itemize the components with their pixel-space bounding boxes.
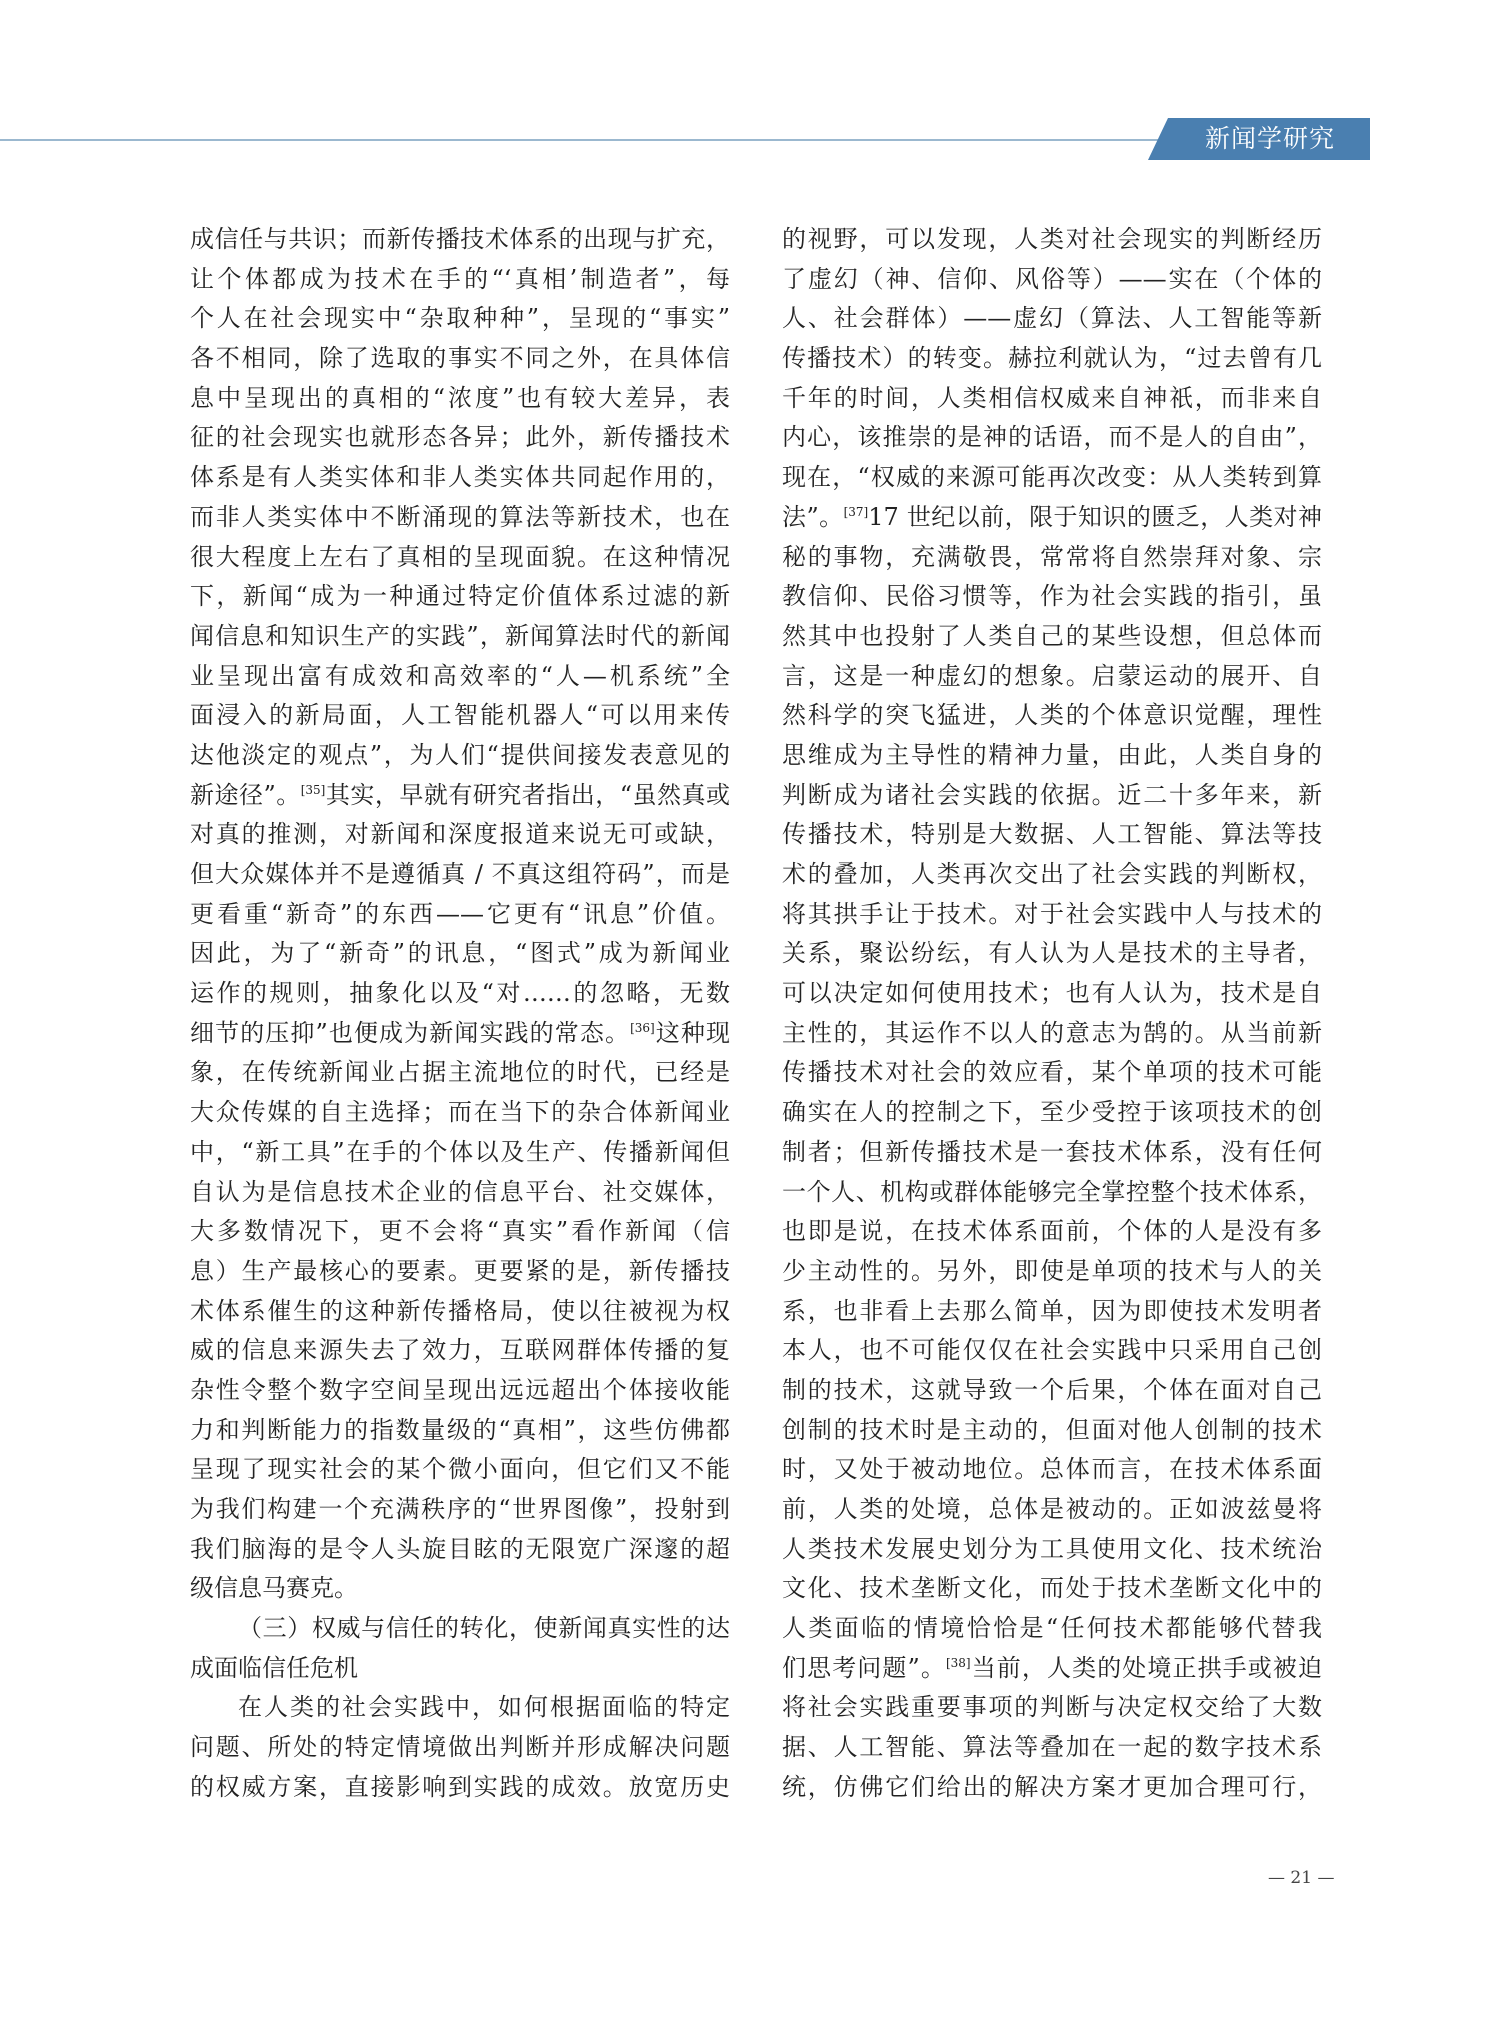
- text-line: 内心，该推崇的是神的话语，而不是人的自由”，: [782, 423, 1322, 452]
- text-span: 其实，早就有研究者指出，“虽然真或: [325, 780, 730, 809]
- text-line: 大众传媒的自主选择；而在当下的杂合体新闻业: [190, 1098, 730, 1127]
- text-span: 细节的压抑”也便成为新闻实践的常态。: [190, 1018, 631, 1047]
- text-line: 人类面临的情境恰恰是“任何技术都能够代替我: [782, 1614, 1322, 1643]
- header-rule: [0, 139, 1180, 141]
- text-span: 17 世纪以前，限于知识的匮乏，人类对神: [868, 502, 1322, 531]
- text-line: 人、社会群体）——虚幻（算法、人工智能等新: [782, 304, 1322, 333]
- text-span: 当前，人类的处境正拱手或被迫: [970, 1653, 1322, 1682]
- text-line: 秘的事物，充满敬畏，常常将自然崇拜对象、宗: [782, 542, 1322, 571]
- text-line: 少主动性的。另外，即使是单项的技术与人的关: [782, 1256, 1322, 1285]
- text-line: 据、人工智能、算法等叠加在一起的数字技术系: [782, 1733, 1322, 1762]
- text-line: 可以决定如何使用技术；也有人认为，技术是自: [782, 979, 1322, 1008]
- text-line-with-citation: [190, 776, 730, 816]
- text-line: 将其拱手让于技术。对于社会实践中人与技术的: [782, 899, 1322, 928]
- text-line: 更看重“新奇”的东西——它更有“讯息”价值。: [190, 899, 730, 928]
- text-line: 为我们构建一个充满秩序的“世界图像”，投射到: [190, 1495, 730, 1523]
- text-line: 千年的时间，人类相信权威来自神祇，而非来自: [782, 383, 1322, 412]
- text-line: 时，又处于被动地位。总体而言，在技术体系面: [782, 1455, 1322, 1484]
- text-line: 教信仰、民俗习惯等，作为社会实践的指引，虽: [782, 582, 1322, 611]
- text-line: 级信息马赛克。: [190, 1574, 358, 1603]
- text-line: 呈现了现实社会的某个微小面向，但它们又不能: [190, 1455, 730, 1484]
- text-line: 下，新闻“成为一种通过特定价值体系过滤的新: [190, 582, 730, 611]
- text-line: 大多数情况下，更不会将“真实”看作新闻（信: [190, 1217, 730, 1246]
- text-line: 主性的，其运作不以人的意志为鹄的。从当前新: [782, 1018, 1322, 1047]
- text-line: 而非人类实体中不断涌现的算法等新技术，也在: [190, 502, 730, 531]
- text-line: 的视野，可以发现，人类对社会现实的判断经历: [782, 225, 1322, 253]
- text-line: 也即是说，在技术体系面前，个体的人是没有多: [782, 1217, 1322, 1246]
- text-line: 传播技术对社会的效应看，某个单项的技术可能: [782, 1058, 1322, 1087]
- citation-ref: [38]: [945, 1655, 971, 1670]
- citation-ref: [35]: [300, 782, 326, 797]
- text-line: 术体系催生的这种新传播格局，使以往被视为权: [190, 1296, 730, 1325]
- text-line: 对真的推测，对新闻和深度报道来说无可或缺，: [190, 820, 730, 849]
- text-line: 个人在社会现实中“杂取种种”，呈现的“事实”: [190, 304, 730, 333]
- text-line: 息中呈现出的真相的“浓度”也有较大差异，表: [190, 383, 730, 412]
- text-line: 现在，“权威的来源可能再次改变：从人类转到算: [782, 463, 1322, 492]
- text-line: 前，人类的处境，总体是被动的。正如波兹曼将: [782, 1495, 1322, 1523]
- text-line: 让个体都成为技术在手的“‘真相’制造者”，每: [190, 264, 730, 293]
- text-line: 制者；但新传播技术是一套技术体系，没有任何: [782, 1137, 1322, 1166]
- text-line: 制的技术，这就导致一个后果，个体在面对自己: [782, 1375, 1322, 1404]
- text-line: 征的社会现实也就形态各异；此外，新传播技术: [190, 423, 730, 452]
- text-line: 然其中也投射了人类自己的某些设想，但总体而: [782, 621, 1322, 650]
- text-line: 传播技术，特别是大数据、人工智能、算法等技: [782, 820, 1322, 849]
- text-span: 这种现: [654, 1018, 730, 1047]
- text-line: 确实在人的控制之下，至少受控于该项技术的创: [782, 1098, 1322, 1127]
- left-column: [190, 220, 730, 1808]
- text-line: 本人，也不可能仅仅在社会实践中只采用自己创: [782, 1336, 1322, 1365]
- text-line: 创制的技术时是主动的，但面对他人创制的技术: [782, 1415, 1322, 1444]
- text-line-with-citation: [782, 1649, 1322, 1689]
- citation-ref: [37]: [843, 504, 869, 519]
- text-line: 判断成为诸社会实践的依据。近二十多年来，新: [782, 780, 1322, 809]
- text-line: 很大程度上左右了真相的呈现面貌。在这种情况: [190, 542, 730, 571]
- text-line-with-citation: [190, 1014, 730, 1054]
- citation-ref: [36]: [630, 1020, 655, 1035]
- text-line: 了虚幻（神、信仰、风俗等）——实在（个体的: [782, 264, 1322, 293]
- text-line: 然科学的突飞猛进，人类的个体意识觉醒，理性: [782, 701, 1322, 730]
- text-line-with-citation: [782, 498, 1322, 538]
- text-line: 传播技术）的转变。赫拉利就认为，“过去曾有几: [782, 344, 1322, 373]
- text-line: 人类技术发展史划分为工具使用文化、技术统治: [782, 1534, 1322, 1563]
- right-column: [782, 220, 1322, 1808]
- text-line: 一个人、机构或群体能够完全掌控整个技术体系，: [782, 1177, 1322, 1206]
- text-line: 业呈现出富有成效和高效率的“人—机系统”全: [190, 661, 730, 690]
- text-line: 系，也非看上去那么简单，因为即使技术发明者: [782, 1296, 1322, 1325]
- text-line: 言，这是一种虚幻的想象。启蒙运动的展开、自: [782, 661, 1322, 690]
- text-line: 力和判断能力的指数量级的“真相”，这些仿佛都: [190, 1415, 730, 1444]
- text-line: 因此，为了“新奇”的讯息，“图式”成为新闻业: [190, 939, 730, 968]
- text-line: 象，在传统新闻业占据主流地位的时代，已经是: [190, 1058, 730, 1087]
- text-span: 法”。: [782, 502, 844, 531]
- text-line: 的权威方案，直接影响到实践的成效。放宽历史: [190, 1772, 730, 1801]
- text-line: 问题、所处的特定情境做出判断并形成解决问题: [190, 1733, 730, 1762]
- text-line: 面浸入的新局面，人工智能机器人“可以用来传: [190, 701, 730, 730]
- text-line: 杂性令整个数字空间呈现出远远超出个体接收能: [190, 1375, 730, 1404]
- text-line: 中，“新工具”在手的个体以及生产、传播新闻但: [190, 1137, 730, 1166]
- text-line: 各不相同，除了选取的事实不同之外，在具体信: [190, 344, 730, 373]
- text-line: 思维成为主导性的精神力量，由此，人类自身的: [782, 740, 1322, 769]
- text-line: 关系，聚讼纷纭，有人认为人是技术的主导者，: [782, 939, 1322, 968]
- text-line: 体系是有人类实体和非人类实体共同起作用的，: [190, 463, 730, 492]
- text-line: 自认为是信息技术企业的信息平台、社交媒体，: [190, 1177, 730, 1206]
- text-line: 术的叠加，人类再次交出了社会实践的判断权，: [782, 860, 1322, 888]
- page-number: — 21 —: [1268, 1868, 1335, 1888]
- section-heading: （三）权威与信任的转化，使新闻真实性的达: [238, 1614, 730, 1643]
- text-line: 统，仿佛它们给出的解决方案才更加合理可行，: [782, 1772, 1322, 1801]
- section-title: 新闻学研究: [1204, 124, 1335, 153]
- text-line: 达他淡定的观点”，为人们“提供间接发表意见的: [190, 740, 730, 769]
- text-span: 们思考问题”。: [782, 1653, 946, 1682]
- text-line: 运作的规则，抽象化以及“对……的忽略，无数: [190, 979, 730, 1008]
- text-span: 新途径”。: [190, 780, 301, 809]
- text-line: 闻信息和知识生产的实践”，新闻算法时代的新闻: [190, 621, 730, 650]
- text-line: 文化、技术垄断文化，而处于技术垄断文化中的: [782, 1574, 1322, 1603]
- text-line: 威的信息来源失去了效力，互联网群体传播的复: [190, 1336, 730, 1365]
- text-line: 但大众媒体并不是遵循真 / 不真这组符码”，而是: [190, 860, 730, 888]
- text-line: 将社会实践重要事项的判断与决定权交给了大数: [782, 1693, 1322, 1722]
- text-line: 在人类的社会实践中，如何根据面临的特定: [238, 1693, 730, 1722]
- text-line: 我们脑海的是令人头旋目眩的无限宽广深邃的超: [190, 1534, 730, 1563]
- text-line: 成信任与共识；而新传播技术体系的出现与扩充，: [190, 225, 730, 253]
- section-heading: 成面临信任危机: [190, 1653, 358, 1682]
- text-line: 息）生产最核心的要素。更要紧的是，新传播技: [190, 1256, 730, 1285]
